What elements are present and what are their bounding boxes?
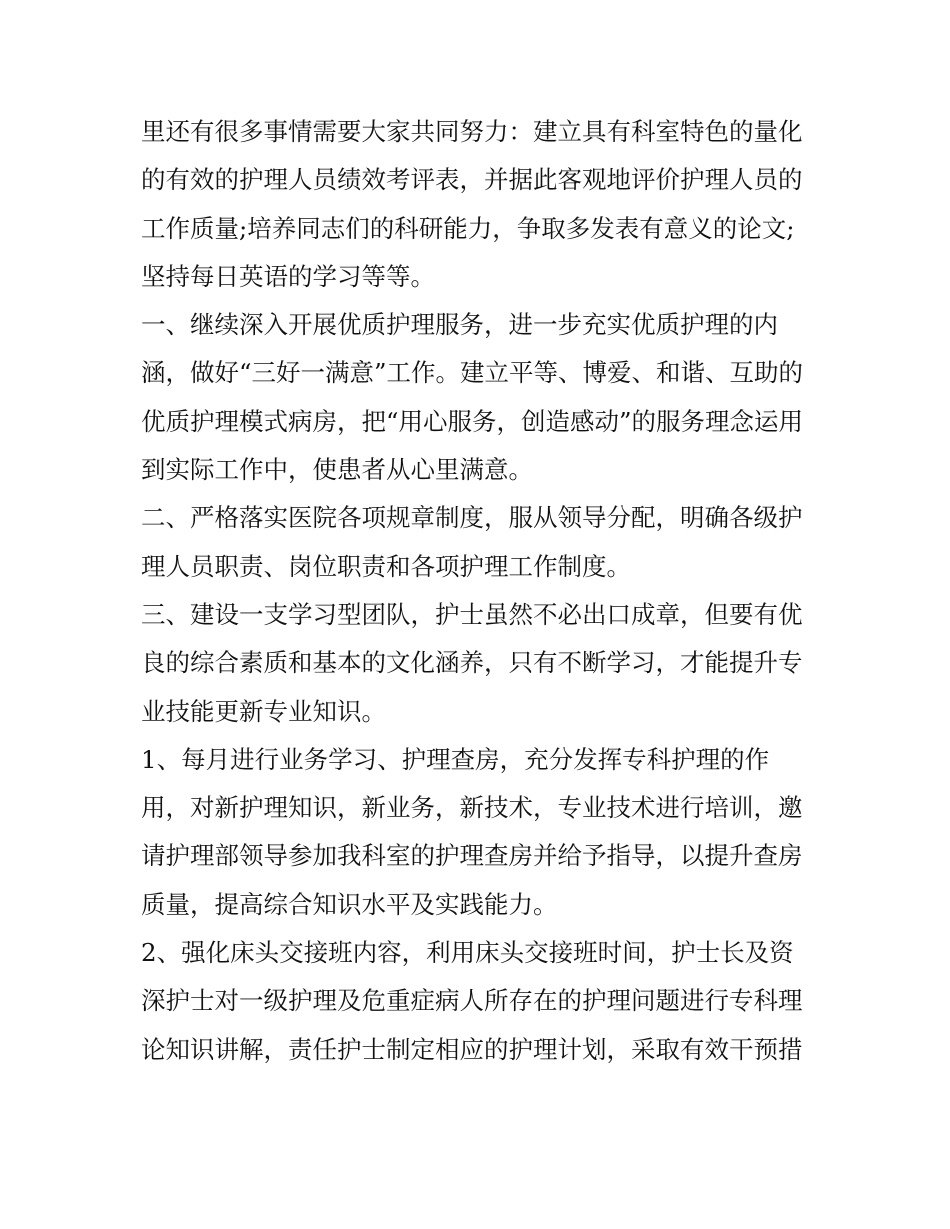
text-line: 业技能更新专业知识。 bbox=[141, 696, 386, 726]
text-line: 良的综合素质和基本的文化涵养，只有不断学习，才能提升专 bbox=[141, 648, 803, 678]
text-line: 工作质量;培养同志们的科研能力，争取多发表有意义的论文; bbox=[141, 213, 795, 243]
text-line: 优质护理模式病房，把“用心服务，创造感动”的服务理念运用 bbox=[141, 406, 804, 436]
text-line: 里还有很多事情需要大家共同努力：建立具有科室特色的量化 bbox=[141, 117, 803, 146]
text-line: 论知识讲解，责任护士制定相应的护理计划，采取有效干预措 bbox=[141, 1034, 803, 1064]
text-line: 到实际工作中，使患者从心里满意。 bbox=[141, 455, 533, 485]
text-line: 深护士对一级护理及危重症病人所存在的护理问题进行专科理 bbox=[141, 986, 803, 1016]
text-line: 坚持每日英语的学习等等。 bbox=[141, 261, 435, 291]
text-line: 三、建设一支学习型团队，护士虽然不必出口成章，但要有优 bbox=[141, 599, 803, 629]
text-line: 用，对新护理知识，新业务，新技术，专业技术进行培训，邀 bbox=[141, 793, 803, 823]
text-line: 理人员职责、岗位职责和各项护理工作制度。 bbox=[141, 551, 631, 581]
text-line: 二、严格落实医院各项规章制度，服从领导分配，明确各级护 bbox=[141, 503, 803, 533]
text-line: 涵，做好“三好一满意”工作。建立平等、博爱、和谐、互助的 bbox=[141, 358, 804, 388]
text-line: 请护理部领导参加我科室的护理查房并给予指导，以提升查房 bbox=[141, 841, 803, 871]
text-line: 一、继续深入开展优质护理服务，进一步充实优质护理的内 bbox=[141, 310, 778, 340]
body-text bbox=[141, 108, 821, 1074]
text-line: 质量，提高综合知识水平及实践能力。 bbox=[141, 889, 558, 919]
text-line: 1、每月进行业务学习、护理查房，充分发挥专科护理的作 bbox=[141, 744, 770, 774]
text-line: 的有效的护理人员绩效考评表，并据此客观地评价护理人员的 bbox=[141, 165, 803, 195]
text-line: 2、强化床头交接班内容，利用床头交接班时间，护士长及资 bbox=[141, 938, 794, 968]
